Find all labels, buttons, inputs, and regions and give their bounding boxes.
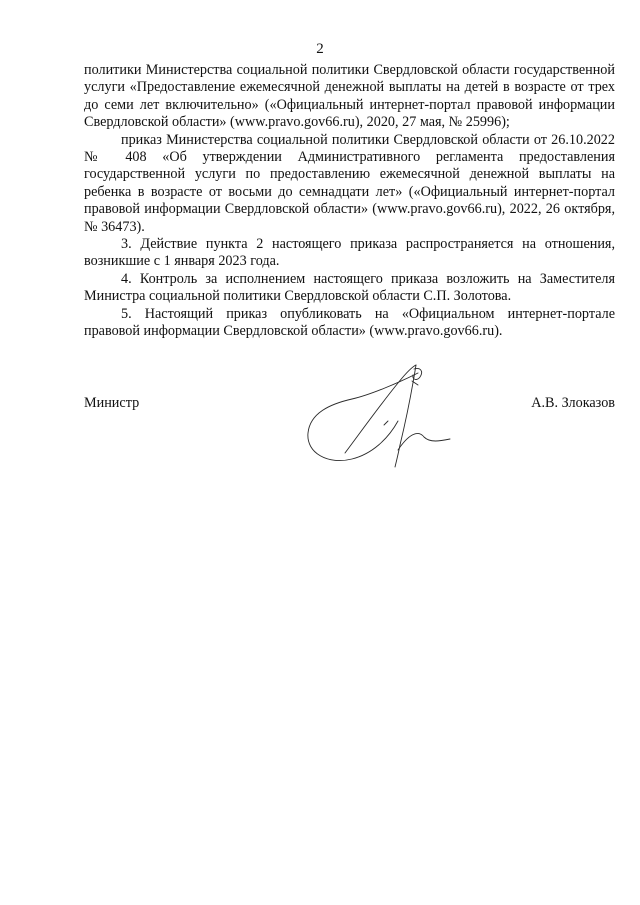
paragraph-item-4: 4. Контроль за исполнением настоящего приказа возложить на Заместителя Министра социальной политики Свердловской области С.П. Золотова. <box>84 270 615 305</box>
paragraph-item-3: 3. Действие пункта 2 настоящего приказа распространяется на отношения, возникшие с 1 января 2023 года. <box>84 236 615 270</box>
handwritten-signature <box>300 355 460 480</box>
signature-tail-stroke <box>398 433 450 450</box>
signature-diagonal-stroke <box>345 365 416 453</box>
signature-loop-stroke <box>308 373 418 461</box>
document-body <box>84 62 615 341</box>
paragraph-item-5: 5. Настоящий приказ опубликовать на «Официальном интернет-портале правовой информации Свердловской области» (www.pravo.gov66.ru). <box>84 305 615 340</box>
signatory-title: Министр <box>84 395 140 411</box>
signature-mark-stroke <box>384 421 388 425</box>
paragraph-order-408: приказ Министерства социальной политики Свердловской области от 26.10.2022 № 408 «Об утверждении Административного регламента предоставления государственной услуги по предоставлению ежемесячной денежной выплаты на ребенка в возрасте от восьми до семнадцати лет» («Официальный интернет-портал правовой информации Свердловской области» (www.pravo.gov66.ru), 2022, 26 октября, № 36473). <box>84 131 615 235</box>
signature-descender-stroke <box>395 365 416 467</box>
page-number: 2 <box>316 41 324 57</box>
paragraph-continuation: политики Министерства социальной политики Свердловской области государственной услуги «Предоставление ежемесячной денежной выплаты на детей в возрасте от трех до семи лет включительно» («Официальный интернет-портал правовой информации Свердловской области» (www.pravo.gov66.ru), 2020, 27 мая, № 25996); <box>84 62 615 131</box>
signatory-name: А.В. Злоказов <box>531 395 615 411</box>
